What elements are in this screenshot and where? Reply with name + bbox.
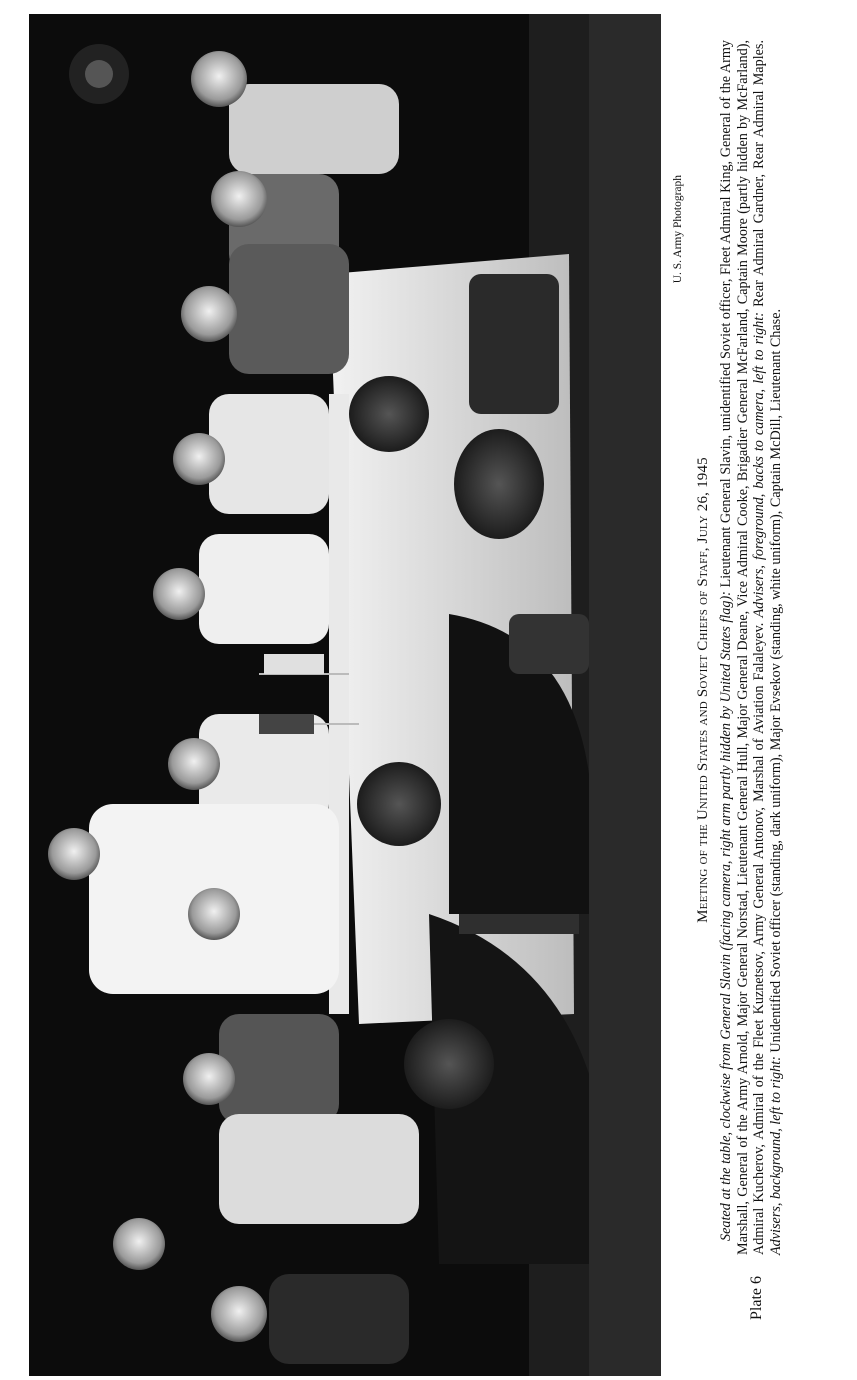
background-intro: Advisers, background, left to right:	[767, 1056, 784, 1255]
seated-intro: Seated at the table, clockwise from General Slavin (facing camera, right arm partly hidden by United States flag):	[718, 591, 734, 1241]
foreground-intro: Advisers, foreground, backs to camera, left to right:	[751, 312, 767, 618]
caption-body-row	[718, 10, 784, 1370]
photo-credit: U. S. Army Photograph	[672, 175, 684, 284]
plate-photograph	[29, 14, 661, 1376]
foreground-list: Rear Admiral Gardner, Rear Admiral Maples.	[751, 39, 767, 307]
caption-title: Meeting of the United States and Soviet Chiefs of Staff, July 26, 1945	[695, 457, 711, 923]
background-list: Unidentified Soviet officer (standing, dark uniform), Major Evsekov (standing, white uniform), Captain McDill, Lieutenant Chase.	[767, 308, 784, 1053]
plate-label: Plate 6	[748, 1276, 765, 1320]
caption-block	[665, 10, 784, 1370]
caption-text	[718, 10, 784, 1255]
credit-row	[665, 10, 687, 1370]
photograph-illustration	[29, 14, 661, 1376]
seated-list: Lieutenant General Slavin, unidentified Soviet officer, Fleet Admiral King, General of the Army Marshall, General of the Army Arnold, Major General Norstad, Lieutenant General Hull, Major General Deane, Vice Admiral Cooke, Brigadier General McFarland, Captain Moore (partly hidden by McFarland), Admiral Kucherov, Admiral of the Fleet Kuznetsov, Army General Antonov, Marshal of Aviation Falaleyev.	[718, 39, 767, 1255]
